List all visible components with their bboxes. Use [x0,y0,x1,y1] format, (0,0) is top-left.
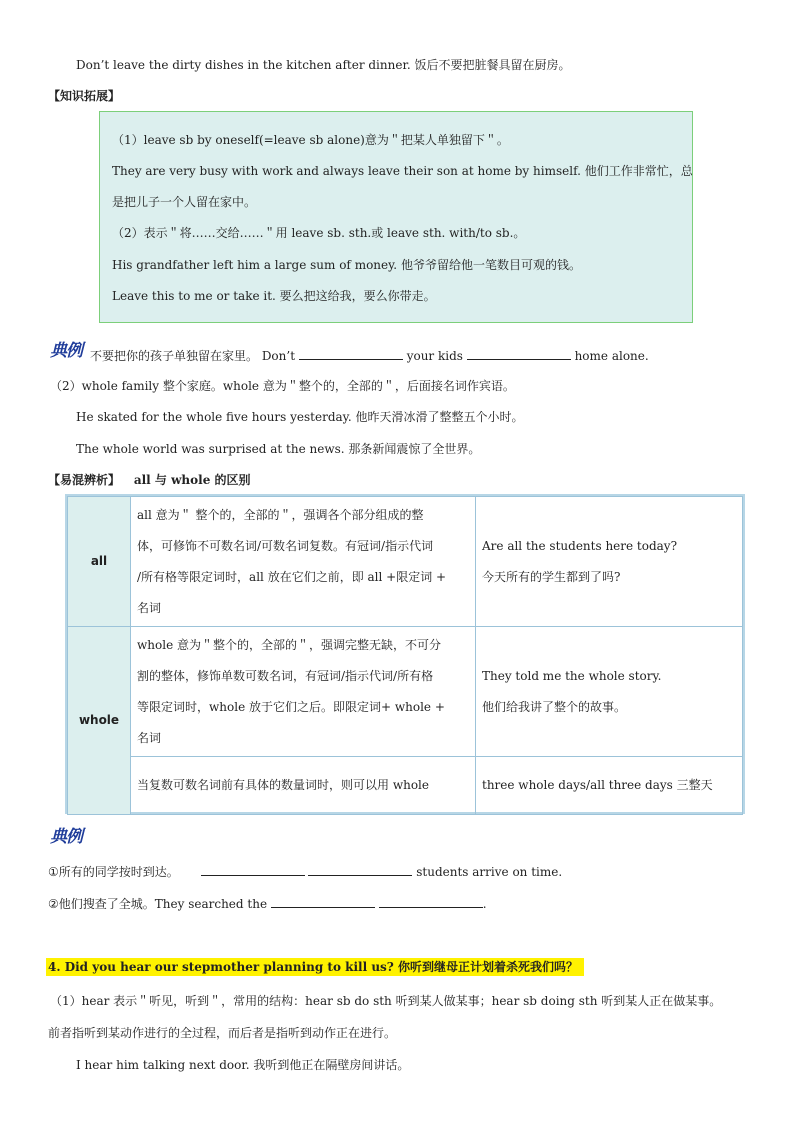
example-line: 今天所有的学生都到了吗? [482,569,621,584]
row-example [476,627,743,757]
section-4-heading [46,958,584,976]
row-example [476,497,743,627]
row-example [476,757,743,815]
desc-line: 体，可修饰不可数名词/可数名词复数。有冠词/指示代词 [137,538,434,553]
example-line: They told me the whole story. [482,668,662,683]
knowledge-heading: 【知识拓展】 [48,89,121,103]
answer-blank[interactable] [379,895,483,908]
exercise-1 [48,863,562,881]
hear-example: I hear him talking next door. 我听到他正在隔壁房间讲话。 [76,1058,410,1072]
desc-line: 名词 [137,730,162,745]
example-prefix: 不要把你的孩子单独留在家里。 Don’t [90,349,296,363]
whole-family-line: （2）whole family 整个家庭。whole 意为＂整个的，全部的＂，后面接名词作宾语。 [50,379,515,393]
row-head: whole [68,627,131,815]
example-icon: 典例 [50,341,82,361]
hear-explanation-1: （1）hear 表示＂听见，听到＂，常用的结构：hear sb do sth 听到某人做某事；hear sb doing sth 听到某人正在做某事。 [50,994,722,1008]
box-line: His grandfather left him a large sum of money. 他爷爷留给他一笔数目可观的钱。 [112,258,581,272]
desc-line: 当复数可数名词前有具体的数量词时，则可以用 whole [137,778,429,792]
answer-blank[interactable] [201,863,305,876]
answer-blank[interactable] [467,347,571,360]
example-suffix: home alone. [574,349,649,363]
table-row [68,497,743,627]
answer-blank[interactable] [308,863,412,876]
box-line: （2）表示＂将……交给……＂用 leave sb. sth.或 leave sth. with/to sb.。 [112,226,526,240]
row-description [131,497,476,627]
exercise-number: ② [48,897,59,911]
example-sentence-1 [90,347,649,365]
desc-line: 名词 [137,600,162,615]
whole-example-2: The whole world was surprised at the news. 那条新闻震惊了全世界。 [76,442,481,456]
answer-blank[interactable] [299,347,403,360]
example-icon: 典例 [50,827,82,847]
confusion-label: 【易混辨析】 [48,473,121,487]
desc-line: 割的整体，修饰单数可数名词，有冠词/指示代词/所有格 [137,668,434,683]
table-row [68,757,743,815]
box-line: 是把儿子一个人留在家中。 [112,195,257,209]
box-line: They are very busy with work and always leave their son at home by himself. 他们工作非常忙，总 [112,164,693,178]
row-description [131,757,476,815]
example-line: 他们给我讲了整个的故事。 [482,699,627,714]
table-row [68,627,743,757]
exercise-text: 所有的同学按时到达。 [58,865,179,879]
knowledge-box [99,111,693,323]
hear-explanation-2: 前者指听到某动作进行的全过程，而后者是指听到动作正在进行。 [48,1026,397,1040]
row-description [131,627,476,757]
exercise-suffix: . [482,897,487,911]
box-line: Leave this to me or take it. 要么把这给我，要么你带走。 [112,289,436,303]
highlighted-heading: 4. Did you hear our stepmother planning to kill us? 你听到继母正计划着杀死我们吗？ [46,958,584,976]
exercise-number: ① [48,865,59,879]
box-line: （1）leave sb by oneself(=leave sb alone)意为＂把某人单独留下＂。 [112,133,509,147]
row-head: all [68,497,131,627]
confusion-title: all 与 whole 的区别 [133,473,251,487]
example-middle: your kids [406,349,463,363]
example-line: three whole days/all three days 三整天 [482,778,713,792]
example-line: Are all the students here today? [482,538,678,553]
confusion-heading [48,471,251,489]
answer-blank[interactable] [271,895,375,908]
comparison-table [67,496,743,815]
exercise-suffix: students arrive on time. [416,865,563,879]
intro-sentence: Don’t leave the dirty dishes in the kitchen after dinner. 饭后不要把脏餐具留在厨房。 [76,58,571,72]
desc-line: /所有格等限定词时，all 放在它们之前，即 all +限定词 + [137,569,447,584]
desc-line: 等限定词时，whole 放于它们之后。即限定词+ whole + [137,699,445,714]
desc-line: whole 意为＂整个的，全部的＂，强调完整无缺，不可分 [137,637,441,652]
desc-line: all 意为＂ 整个的，全部的＂，强调各个部分组成的整 [137,507,424,522]
exercise-2 [48,895,487,913]
whole-example-1: He skated for the whole five hours yesterday. 他昨天滑冰滑了整整五个小时。 [76,410,524,424]
exercise-text: 他们搜查了全城。They searched the [58,897,268,911]
